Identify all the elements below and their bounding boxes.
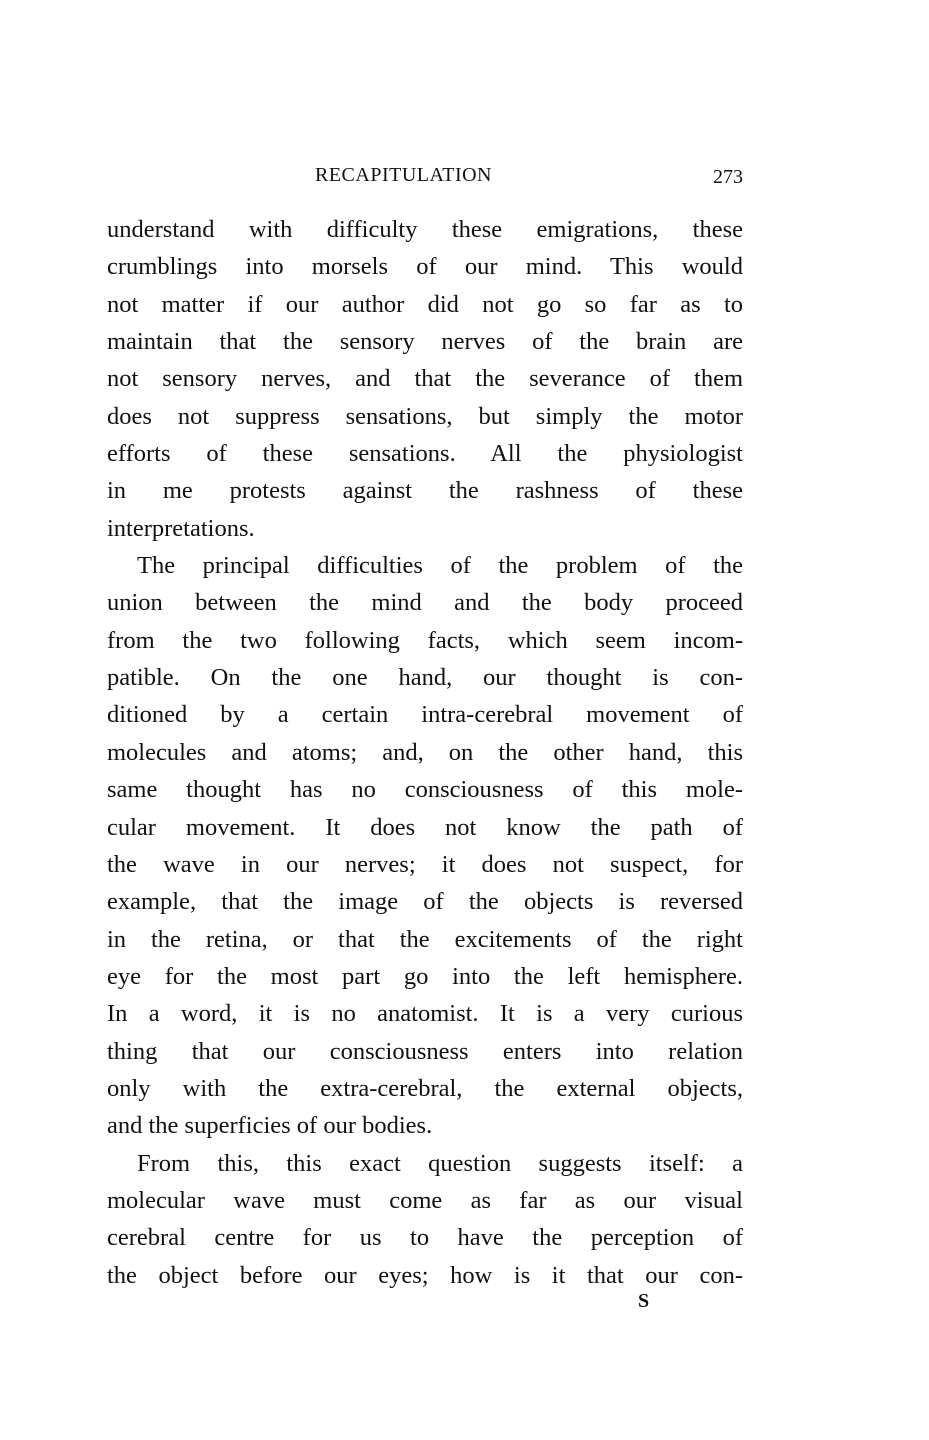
text-line: in me protests against the rashness of these (107, 477, 743, 505)
text-line: the object before our eyes; how is it that our con- (107, 1261, 743, 1289)
text-line: thing that our consciousness enters into relation (107, 1037, 743, 1065)
text-line: from the two following facts, which seem incom- (107, 626, 743, 654)
text-line: molecules and atoms; and, on the other hand, this (107, 738, 743, 766)
text-line: ditioned by a certain intra-cerebral movement of (107, 701, 743, 729)
signature-mark: S (638, 1290, 650, 1312)
page-number: 273 (713, 166, 743, 188)
text-line: only with the extra-cerebral, the external objects, (107, 1074, 743, 1102)
text-line: understand with difficulty these emigrations, these (107, 216, 743, 243)
running-title: RECAPITULATION (315, 164, 492, 186)
text-line: eye for the most part go into the left hemisphere. (107, 962, 743, 990)
text-line: does not suppress sensations, but simply the motor (107, 402, 743, 430)
text-line: efforts of these sensations. All the physiologist (107, 440, 743, 468)
text-line: molecular wave must come as far as our visual (107, 1186, 743, 1214)
body-text (107, 211, 743, 1294)
text-line: patible. On the one hand, our thought is con- (107, 664, 743, 692)
text-line: in the retina, or that the excitements of the right (107, 925, 743, 953)
text-line: The principal difficulties of the problem of the (137, 552, 743, 580)
text-line: union between the mind and the body proceed (107, 589, 743, 617)
text-line: crumblings into morsels of our mind. This would (107, 253, 743, 281)
text-line: and the superficies of our bodies. (107, 1112, 433, 1140)
text-line: example, that the image of the objects is reversed (107, 888, 743, 916)
text-line: same thought has no consciousness of this mole- (107, 776, 743, 804)
running-header (107, 164, 743, 194)
text-line: cerebral centre for us to have the perception of (107, 1224, 743, 1252)
text-line: not matter if our author did not go so far as to (107, 290, 743, 318)
text-line: interpretations. (107, 514, 255, 542)
text-line: not sensory nerves, and that the severance of them (107, 365, 743, 393)
text-line: From this, this exact question suggests itself: a (137, 1149, 743, 1177)
text-line: the wave in our nerves; it does not suspect, for (107, 850, 743, 878)
text-line: maintain that the sensory nerves of the brain are (107, 328, 743, 356)
text-line: cular movement. It does not know the path of (107, 813, 743, 841)
text-line: In a word, it is no anatomist. It is a very curious (107, 1000, 743, 1028)
